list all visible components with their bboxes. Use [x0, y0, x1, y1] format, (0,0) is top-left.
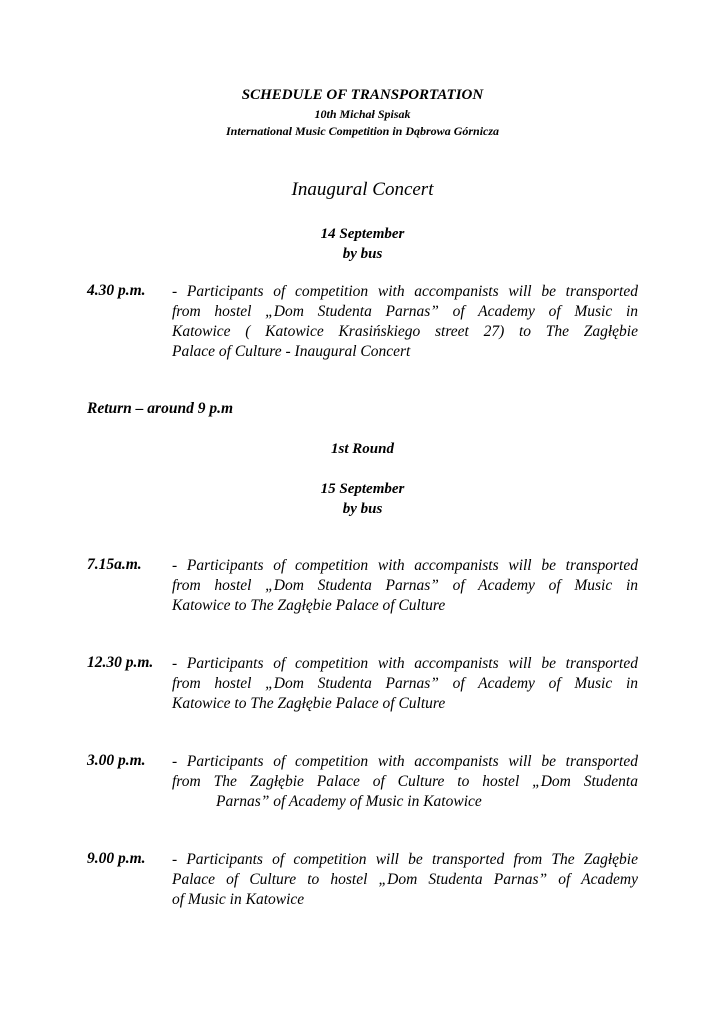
description-line: - Participants of competition with accompanists will be transported	[172, 557, 638, 574]
description-line: - Participants of competition with accompanists will be transported	[172, 283, 638, 300]
schedule-description	[172, 282, 638, 362]
description-line: - Participants of competition with accompanists will be transported	[172, 655, 638, 672]
schedule-time: 12.30 p.m.	[87, 654, 154, 671]
schedule-time: 4.30 p.m.	[87, 282, 146, 299]
schedule-description	[172, 556, 638, 616]
schedule-time: 7.15a.m.	[87, 556, 142, 573]
schedule-description	[172, 850, 638, 910]
description-line: from hostel „Dom Studenta Parnas” of Academy of Music in	[172, 577, 638, 594]
description-line: Parnas” of Academy of Music in Katowice	[216, 793, 482, 810]
description-line: Katowice to The Zagłębie Palace of Culture	[172, 597, 446, 614]
inaugural-date: 14 September	[320, 226, 405, 242]
competition-edition: 10th Michał Spisak	[314, 107, 411, 121]
description-line: of Music in Katowice	[172, 891, 305, 908]
competition-name: International Music Competition in Dąbrowa Górnicza	[225, 124, 500, 138]
document-title: SCHEDULE OF TRANSPORTATION	[241, 87, 484, 103]
section-heading-inaugural: Inaugural Concert	[291, 179, 434, 200]
section-heading-round1: 1st Round	[331, 441, 394, 457]
schedule-description	[172, 654, 638, 714]
schedule-description	[172, 752, 638, 812]
description-line: - Participants of competition will be transported from The Zagłębie	[172, 851, 638, 868]
schedule-time: 3.00 p.m.	[87, 752, 146, 769]
description-line: Katowice ( Katowice Krasińskiego street 27) to The Zagłębie	[172, 323, 638, 340]
schedule-time: 9.00 p.m.	[87, 850, 146, 867]
description-line: from hostel „Dom Studenta Parnas” of Academy of Music in	[172, 303, 638, 320]
description-line: - Participants of competition with accompanists will be transported	[172, 753, 638, 770]
inaugural-mode: by bus	[342, 246, 383, 262]
description-line: Katowice to The Zagłębie Palace of Culture	[172, 695, 446, 712]
return-time: Return – around 9 p.m	[87, 400, 234, 417]
description-line: Palace of Culture to hostel „Dom Studenta Parnas” of Academy	[172, 871, 638, 888]
description-line: from hostel „Dom Studenta Parnas” of Academy of Music in	[172, 675, 638, 692]
round1-date: 15 September	[320, 481, 405, 497]
round1-mode: by bus	[342, 501, 383, 517]
description-line: Palace of Culture - Inaugural Concert	[172, 343, 411, 360]
description-line: from The Zagłębie Palace of Culture to hostel „Dom Studenta	[172, 773, 638, 790]
